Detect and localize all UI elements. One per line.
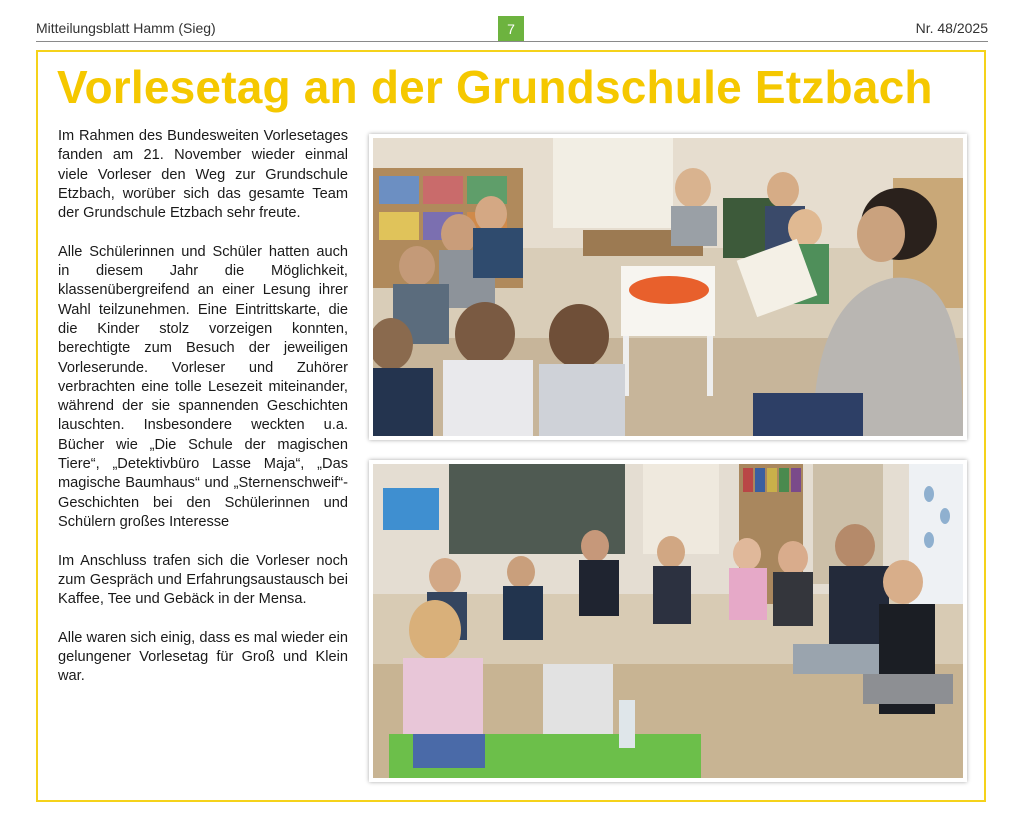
photo-reading-circle [369, 134, 967, 440]
article-paragraph-1: Im Rahmen des Bundesweiten Vorlesetages fanden am 21. November wieder einmal viele Vorleser den Weg zur Grundschule Etzbach, worüber sich das gesamte Team der Grundschule Etzbach sehr freute. [58, 128, 348, 222]
article-paragraph-4: Alle waren sich einig, dass es mal wieder ein gelungener Vorlesetag für Groß und Klein war. [58, 629, 348, 685]
article-paragraph-2: Alle Schülerinnen und Schüler hatten auch in diesem Jahr die Möglichkeit, klassenübergreifend an einer Lesung ihrer Wahl teilzunehmen. Eine Eintrittskarte, die die Kinder stolz vorzeigen konnten, berechtigte zum Besuch der jeweiligen Vorleserunde. Vorleser und Zuhörer verbrachten eine tolle Lesezeit miteinander, während der sie spannenden Geschichten lauschten. Insbesondere weckten u.a. Bücher wie „Die Schule der magischen Tiere“, „Detektivbüro Lasse Maja“, „Das magische Baumhaus“ und „Sternenschweif“- Geschichten bei den Schülerinnen und Schülern großes Interesse [58, 243, 348, 530]
article-paragraph-3: Im Anschluss trafen sich die Vorleser noch zum Gespräch und Erfahrungsaustausch bei Kaffee, Tee und Gebäck in der Mensa. [58, 552, 348, 608]
photo-reading-circle-image [373, 138, 963, 436]
article-headline: Vorlesetag an der Grundschule Etzbach [57, 61, 933, 113]
article-body [58, 127, 348, 706]
photo-classroom-reading [369, 460, 967, 782]
header-divider [36, 41, 988, 42]
page-header [0, 0, 1024, 44]
photo-classroom-reading-image [373, 464, 963, 778]
publication-title: Mitteilungsblatt Hamm (Sieg) [36, 20, 216, 36]
page-number-badge: 7 [498, 16, 524, 42]
issue-number: Nr. 48/2025 [915, 20, 988, 36]
